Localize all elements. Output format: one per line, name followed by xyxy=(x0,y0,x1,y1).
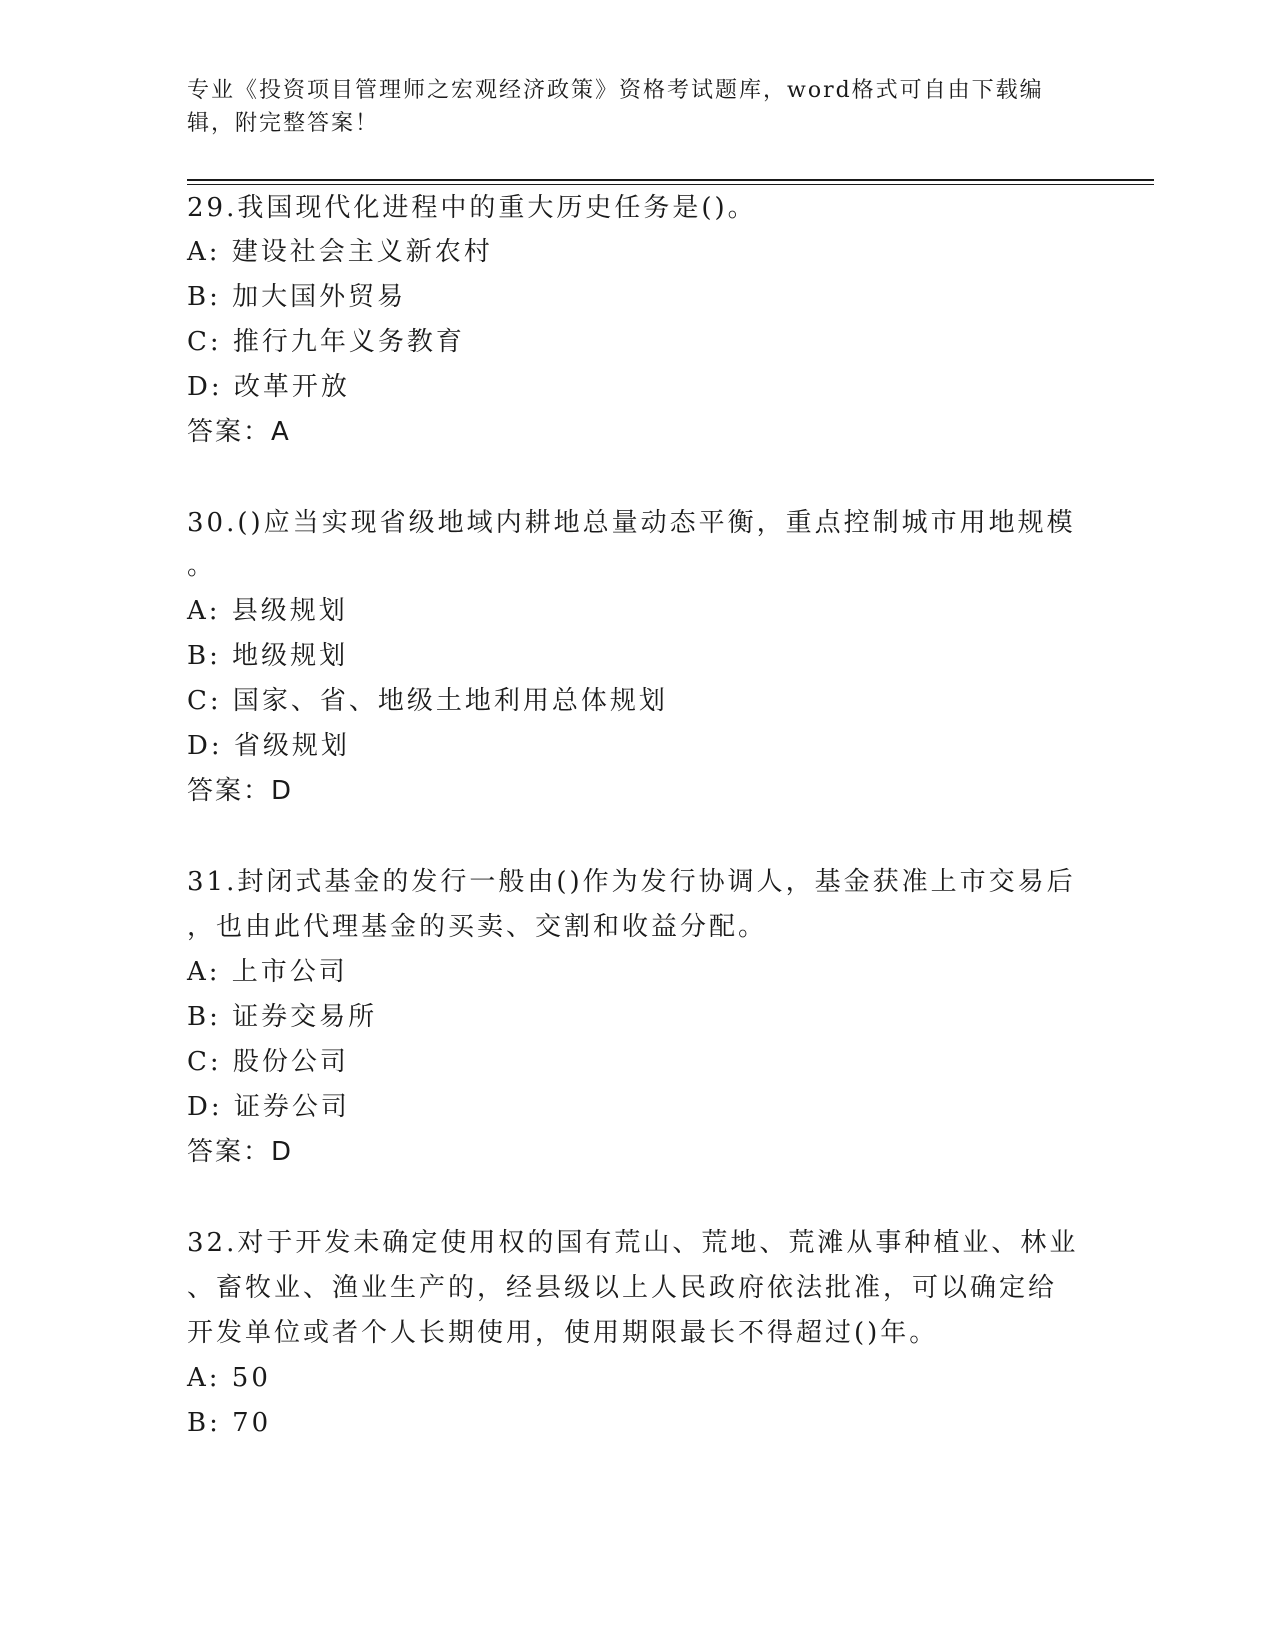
question-31-stem-line-1: 31.封闭式基金的发行一般由()作为发行协调人，基金获准上市交易后 xyxy=(187,867,1076,897)
question-29-answer: 答案：A xyxy=(187,417,291,447)
question-31-option-a: A: 上市公司 xyxy=(187,957,348,987)
question-30-option-c: C: 国家、省、地级土地利用总体规划 xyxy=(187,686,668,716)
question-29-option-d: D: 改革开放 xyxy=(187,372,350,402)
question-30-option-b: B: 地级规划 xyxy=(187,641,349,671)
question-30-stem-line-2: 。 xyxy=(187,551,217,581)
question-29-stem: 29.我国现代化进程中的重大历史任务是()。 xyxy=(187,193,757,223)
header-divider-thin xyxy=(187,184,1154,185)
question-32-option-a: A: 50 xyxy=(187,1363,271,1393)
question-29-option-a: A: 建设社会主义新农村 xyxy=(187,237,493,267)
question-29-option-c: C: 推行九年义务教育 xyxy=(187,327,465,357)
question-32-stem-line-3: 开发单位或者个人长期使用，使用期限最长不得超过()年。 xyxy=(187,1318,939,1348)
document-header xyxy=(187,74,1067,140)
question-31-option-b: B: 证券交易所 xyxy=(187,1002,378,1032)
question-30-answer: 答案：D xyxy=(187,776,294,806)
question-29-option-b: B: 加大国外贸易 xyxy=(187,282,407,312)
question-30-stem-line-1: 30.()应当实现省级地域内耕地总量动态平衡，重点控制城市用地规模 xyxy=(187,508,1076,538)
question-31-option-d: D: 证券公司 xyxy=(187,1092,350,1122)
header-divider-thick xyxy=(187,179,1154,181)
header-line-1: 专业《投资项目管理师之宏观经济政策》资格考试题库，word格式可自由下载编 xyxy=(187,78,1044,103)
question-31-answer: 答案：D xyxy=(187,1137,294,1167)
question-30-option-d: D: 省级规划 xyxy=(187,731,350,761)
header-line-2: 辑，附完整答案！ xyxy=(187,111,380,136)
question-31-stem-line-2: ，也由此代理基金的买卖、交割和收益分配。 xyxy=(187,912,768,942)
question-32-stem-line-1: 32.对于开发未确定使用权的国有荒山、荒地、荒滩从事种植业、林业 xyxy=(187,1228,1079,1258)
question-31-option-c: C: 股份公司 xyxy=(187,1047,349,1077)
question-30-option-a: A: 县级规划 xyxy=(187,596,348,626)
question-32-stem-line-2: 、畜牧业、渔业生产的，经县级以上人民政府依法批准，可以确定给 xyxy=(187,1273,1058,1303)
question-32-option-b: B: 70 xyxy=(187,1408,272,1438)
